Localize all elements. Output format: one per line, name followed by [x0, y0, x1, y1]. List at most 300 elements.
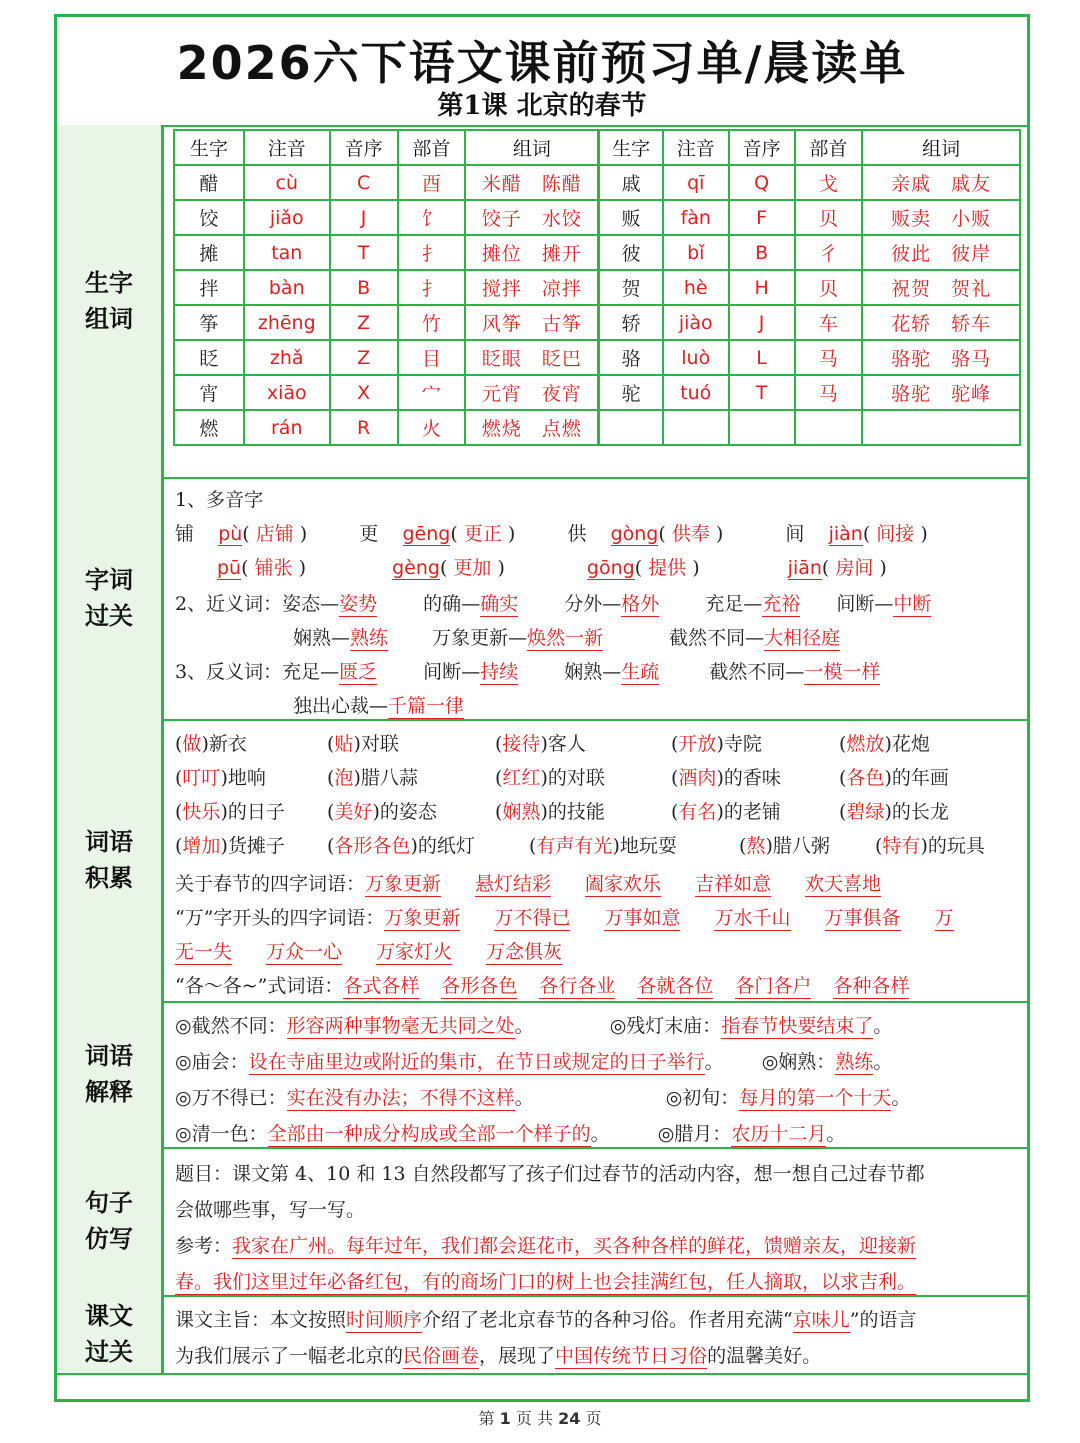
duoyin-word: 更正	[463, 523, 502, 545]
pinyin-cell: xiāo	[244, 375, 330, 410]
phrase-text: 货摊子	[227, 835, 285, 857]
juzi-question: 题目：课文第 4、10 和 13 自然段都写了孩子们过春节的活动内容，想一想自己过春节都	[175, 1163, 925, 1185]
phrase-fill: 接待	[502, 733, 541, 755]
bushou-cell: 火	[398, 410, 466, 445]
phrase-text: 的纸灯	[417, 835, 475, 857]
char-table	[173, 129, 1021, 446]
phrase-fill: 增加	[182, 835, 221, 857]
phrase-pair: (熬)腊八粥	[739, 835, 830, 857]
col-header: 音序	[330, 130, 398, 165]
phrase-fill: 美好	[334, 801, 373, 823]
bushou-cell: 扌	[398, 235, 466, 270]
yinxu-cell: B	[330, 270, 398, 305]
jinyi-row-1: 2、近义词：姿态—姿势 的确—确实 分外—格外 充足—充裕 间断—中断	[175, 593, 932, 615]
yinxu-cell: J	[729, 305, 795, 340]
fanyi-b: 持续	[480, 661, 519, 683]
duoyin-word: 供奉	[671, 523, 710, 545]
jieshi-def: 每月的第一个十天	[739, 1087, 892, 1109]
phrase-pair: (碧绿)的长龙	[839, 801, 949, 823]
section-label-shengzi: 生字 组词	[85, 268, 133, 333]
bushou-cell: 扌	[398, 270, 466, 305]
duoyin-word: 提供	[648, 557, 687, 579]
phrase-fill: 快乐	[182, 801, 221, 823]
jinyi-b: 中断	[893, 593, 932, 615]
word-item: 悬灯结彩	[475, 873, 552, 895]
ge-row	[175, 971, 909, 998]
jinyi-a: 的确	[423, 593, 462, 615]
char-cell: 筝	[174, 305, 244, 340]
phrase-text: 的玩具	[927, 835, 985, 857]
yinxu-cell: J	[330, 200, 398, 235]
phrase-pair: (有声有光)地玩耍	[529, 835, 677, 857]
jieshi-end: 。	[590, 1123, 610, 1145]
page-total: 24	[558, 1409, 581, 1428]
word-item: 各就各位	[637, 975, 714, 997]
pinyin-cell: bàn	[244, 270, 330, 305]
jieshi-end: 。	[514, 1087, 534, 1109]
bushou-cell: 马	[795, 340, 863, 375]
jinyi-title: 2、近义词：	[175, 593, 283, 615]
footer-text: 第	[478, 1409, 495, 1428]
jinyi-b: 熟练	[350, 627, 389, 649]
sizi-row	[175, 869, 881, 896]
jieshi-content	[167, 1001, 1021, 1147]
duoyin-word: 间接	[876, 523, 915, 545]
phrase-pair: (特有)的玩具	[875, 835, 985, 857]
wan-label: “万”字开头的四字词语：	[175, 907, 385, 929]
jieshi-def: 全部由一种成分构成或全部一个样子的	[267, 1123, 591, 1145]
footer-text: 页	[585, 1409, 602, 1428]
zici-content	[167, 477, 1021, 719]
juzi-content	[167, 1147, 1021, 1295]
zuci-cell: 元宵 夜宵	[465, 375, 599, 410]
phrase-text: 对联	[360, 733, 399, 755]
duoyin-word: 更加	[453, 557, 492, 579]
jieshi-term: ◎残灯末庙：	[609, 1015, 722, 1037]
kewen-text: 课文主旨：本文按照	[175, 1309, 347, 1331]
fanyi-a: 充足	[282, 661, 321, 683]
yinxu-cell: T	[729, 375, 795, 410]
juzi-question-2: 会做哪些事，写一写。	[175, 1199, 366, 1221]
juzi-answer	[175, 1231, 916, 1258]
col-header: 注音	[244, 130, 330, 165]
yinxu-cell: Z	[330, 305, 398, 340]
char-cell: 驼	[599, 375, 663, 410]
fanyi-a: 截然不同	[709, 661, 786, 683]
jieshi-term: ◎初旬：	[665, 1087, 740, 1109]
fanyi-row-1: 3、反义词：充足—匮乏 间断—持续 娴熟—生疏 截然不同—一模一样	[175, 661, 881, 683]
jieshi-row	[175, 1083, 910, 1110]
phrase-fill: 娴熟	[502, 801, 541, 823]
zuci-cell: 彼此 彼岸	[862, 235, 1020, 270]
bushou-cell: 贝	[795, 270, 863, 305]
word-item: 各形各色	[441, 975, 518, 997]
phrase-pair: (红红)的对联	[495, 767, 605, 789]
zuci-cell	[862, 410, 1020, 445]
zuci-cell: 亲戚 戚友	[862, 165, 1020, 200]
phrase-fill: 做	[182, 733, 202, 755]
zuci-cell: 摊位 摊开	[465, 235, 599, 270]
kewen-keyword: 京味儿	[792, 1309, 850, 1331]
footer-text: 页 共	[515, 1409, 553, 1428]
char-cell: 饺	[174, 200, 244, 235]
phrase-text: 地响	[227, 767, 266, 789]
section-label-juzi: 句子 仿写	[85, 1188, 133, 1253]
char-cell	[599, 410, 663, 445]
ge-label: “各～各~”式词语：	[175, 975, 344, 997]
phrase-pair: (泡)腊八蒜	[327, 767, 418, 789]
phrase-fill: 熬	[746, 835, 766, 857]
pinyin-cell: zhēng	[244, 305, 330, 340]
table-row	[174, 410, 1020, 445]
word-item: 吉祥如意	[695, 873, 772, 895]
juzi-ref-label: 参考：	[175, 1235, 233, 1257]
pinyin-cell: qī	[663, 165, 729, 200]
phrase-fill: 红红	[502, 767, 541, 789]
jinyi-b: 充裕	[762, 593, 801, 615]
phrase-pair: (各形各色)的纸灯	[327, 835, 475, 857]
kewen-keyword: 时间顺序	[346, 1309, 423, 1331]
col-header: 注音	[663, 130, 729, 165]
duoyin-row-2: pū( 铺张 ) gèng( 更加 ) gōng( 提供 ) jiān( 房间 )	[217, 557, 887, 579]
fanyi-b: 生疏	[621, 661, 660, 683]
kewen-content	[167, 1295, 1021, 1373]
word-item: 各式各样	[343, 975, 420, 997]
char-cell: 骆	[599, 340, 663, 375]
pinyin-cell: hè	[663, 270, 729, 305]
word-item: 万念俱灰	[486, 941, 563, 963]
jinyi-a: 姿态	[282, 593, 321, 615]
phrase-pair: (娴熟)的技能	[495, 801, 605, 823]
table-row	[174, 165, 1020, 200]
jinyi-row-2: 娴熟—熟练 万象更新—焕然一新 截然不同—大相径庭	[293, 627, 841, 649]
section-shengzi	[57, 125, 1027, 479]
duoyin-pinyin: pù	[218, 523, 243, 545]
pinyin-cell: tuó	[663, 375, 729, 410]
section-label-jieshi: 词语 解释	[85, 1041, 133, 1106]
table-row	[174, 340, 1020, 375]
yinxu-cell: H	[729, 270, 795, 305]
jieshi-term: ◎娴熟：	[761, 1051, 836, 1073]
yinxu-cell: L	[729, 340, 795, 375]
phrase-text: 寺院	[723, 733, 762, 755]
zuci-cell: 燃烧 点燃	[465, 410, 599, 445]
zuci-cell: 搅拌 凉拌	[465, 270, 599, 305]
duoyin-pinyin: gōng	[586, 557, 635, 579]
yinxu-cell: T	[330, 235, 398, 270]
jieshi-def: 熟练	[835, 1051, 874, 1073]
table-row	[174, 200, 1020, 235]
kewen-keyword: 民俗画卷	[403, 1345, 480, 1367]
section-jieshi	[57, 1001, 1027, 1149]
pinyin-cell	[663, 410, 729, 445]
phrase-fill: 有声有光	[536, 835, 613, 857]
bushou-cell: 戈	[795, 165, 863, 200]
kewen-text: 的温馨美好。	[707, 1345, 822, 1367]
jieshi-def: 农历十二月	[731, 1123, 827, 1145]
phrase-pair: (开放)寺院	[671, 733, 762, 755]
char-cell: 贩	[599, 200, 663, 235]
jinyi-a: 娴熟	[293, 627, 332, 649]
bushou-cell: 饣	[398, 200, 466, 235]
table-row	[174, 270, 1020, 305]
kewen-text: 为我们展示了一幅老北京的	[175, 1345, 404, 1367]
yinxu-cell	[729, 410, 795, 445]
sizi-label: 关于春节的四字词语：	[175, 873, 366, 895]
phrase-text: 的年画	[891, 767, 949, 789]
phrase-pair: (贴)对联	[327, 733, 399, 755]
jinyi-b: 格外	[621, 593, 660, 615]
phrase-text: 的长龙	[891, 801, 949, 823]
phrase-fill: 各形各色	[334, 835, 411, 857]
jieshi-term: ◎腊月：	[657, 1123, 732, 1145]
jinyi-a: 截然不同	[669, 627, 746, 649]
word-item: 万	[934, 907, 954, 929]
phrase-pair: (接待)客人	[495, 733, 586, 755]
char-cell: 贺	[599, 270, 663, 305]
duoyin-word: 房间	[835, 557, 874, 579]
jinyi-b: 确实	[480, 593, 519, 615]
fanyi-a: 独出心裁	[293, 695, 370, 717]
jieshi-term: ◎万不得已：	[175, 1087, 287, 1109]
pinyin-cell: fàn	[663, 200, 729, 235]
jieshi-term: ◎庙会：	[175, 1051, 249, 1073]
word-item: 万众一心	[266, 941, 343, 963]
word-item: 各门各户	[735, 975, 812, 997]
section-jilei	[57, 719, 1027, 1003]
fanyi-b: 千篇一律	[388, 695, 465, 717]
col-header: 生字	[599, 130, 663, 165]
char-cell: 眨	[174, 340, 244, 375]
duoyin-pinyin: gèng	[392, 557, 440, 579]
juzi-answer-text: 我家在广州。每年过年，我们都会逛花市，买各种各样的鲜花，馈赠亲友，迎接新	[232, 1235, 917, 1257]
duoyin-char: 铺	[175, 523, 195, 545]
phrase-pair: (增加)货摊子	[175, 835, 285, 857]
table-row	[174, 235, 1020, 270]
zuci-cell: 饺子 水饺	[465, 200, 599, 235]
pinyin-cell: jiào	[663, 305, 729, 340]
wan-row-2	[175, 937, 562, 964]
phrase-text: 腊八粥	[772, 835, 830, 857]
jilei-content	[167, 719, 1021, 1001]
pinyin-cell: zhǎ	[244, 340, 330, 375]
duoyin-char: 供	[567, 523, 587, 545]
col-header: 部首	[795, 130, 863, 165]
duoyin-pinyin: gòng	[610, 523, 659, 545]
section-juzi	[57, 1147, 1027, 1297]
duoyin-pinyin: jiàn	[828, 523, 863, 545]
pinyin-cell: luò	[663, 340, 729, 375]
wan-row	[175, 903, 954, 930]
bushou-cell: 贝	[795, 200, 863, 235]
kewen-keyword: 中国传统节日习俗	[555, 1345, 708, 1367]
word-item: 各种各样	[833, 975, 910, 997]
char-cell: 轿	[599, 305, 663, 340]
jieshi-row	[175, 1011, 892, 1038]
page-footer	[0, 1406, 1080, 1429]
yinxu-cell: R	[330, 410, 398, 445]
phrase-text: 的姿态	[379, 801, 437, 823]
phrase-text: 客人	[547, 733, 586, 755]
duoyin-pinyin: pū	[217, 557, 242, 579]
jinyi-b: 姿势	[339, 593, 378, 615]
phrase-text: 的日子	[227, 801, 285, 823]
fanyi-b: 一模一样	[804, 661, 881, 683]
phrase-pair: (做)新衣	[175, 733, 247, 755]
yinxu-cell: X	[330, 375, 398, 410]
yinxu-cell: F	[729, 200, 795, 235]
jieshi-end: 。	[873, 1015, 893, 1037]
bushou-cell: 马	[795, 375, 863, 410]
yinxu-cell: Q	[729, 165, 795, 200]
jieshi-end: 。	[704, 1051, 724, 1073]
kewen-line-2	[175, 1341, 821, 1368]
char-cell: 醋	[174, 165, 244, 200]
phrase-fill: 叮叮	[182, 767, 221, 789]
char-cell: 拌	[174, 270, 244, 305]
word-item: 欢天喜地	[805, 873, 882, 895]
word-item: 无一失	[175, 941, 233, 963]
word-item: 各行各业	[539, 975, 616, 997]
jieshi-end: 。	[873, 1051, 893, 1073]
duoyin-word: 铺张	[254, 557, 293, 579]
zuci-cell: 花轿 轿车	[862, 305, 1020, 340]
yinxu-cell: Z	[330, 340, 398, 375]
worksheet-header	[57, 17, 1027, 127]
word-item: 阖家欢乐	[585, 873, 662, 895]
section-kewen	[57, 1295, 1027, 1375]
juzi-answer-text: 春。我们这里过年必备红包，有的商场门口的树上也会挂满红包，任人摘取，以求吉利。	[175, 1271, 917, 1293]
jieshi-def: 形容两种事物毫无共同之处	[286, 1015, 515, 1037]
jinyi-b: 焕然一新	[527, 627, 604, 649]
phrase-fill: 各色	[846, 767, 885, 789]
table-row	[174, 375, 1020, 410]
phrase-fill: 开放	[678, 733, 717, 755]
char-table-header	[174, 130, 1020, 165]
table-row	[174, 305, 1020, 340]
jinyi-a: 间断	[836, 593, 875, 615]
jieshi-def: 指春节快要结束了	[721, 1015, 874, 1037]
duoyin-pinyin: jiān	[787, 557, 822, 579]
jieshi-row	[175, 1047, 892, 1074]
section-label-zici: 字词 过关	[85, 565, 133, 630]
phrase-text: 腊八蒜	[360, 767, 418, 789]
zuci-cell: 骆驼 驼峰	[862, 375, 1020, 410]
char-cell: 彼	[599, 235, 663, 270]
char-cell: 宵	[174, 375, 244, 410]
phrase-pair: (各色)的年画	[839, 767, 949, 789]
col-header: 组词	[862, 130, 1020, 165]
zuci-cell: 贩卖 小贩	[862, 200, 1020, 235]
pinyin-cell: jiǎo	[244, 200, 330, 235]
col-header: 生字	[174, 130, 244, 165]
phrase-pair: (美好)的姿态	[327, 801, 437, 823]
pinyin-cell: tan	[244, 235, 330, 270]
zuci-cell: 祝贺 贺礼	[862, 270, 1020, 305]
bushou-cell: 酉	[398, 165, 466, 200]
kewen-text: ”的语言	[849, 1309, 917, 1331]
word-item: 万水千山	[714, 907, 791, 929]
zuci-cell: 骆驼 骆马	[862, 340, 1020, 375]
zuci-cell: 眨眼 眨巴	[465, 340, 599, 375]
word-item: 万象更新	[365, 873, 442, 895]
word-item: 万家灯火	[376, 941, 453, 963]
page-number: 1	[499, 1409, 511, 1428]
phrase-text: 新衣	[208, 733, 247, 755]
fanyi-b: 匮乏	[339, 661, 378, 683]
jieshi-end: 。	[826, 1123, 846, 1145]
col-header: 部首	[398, 130, 466, 165]
jieshi-end: 。	[514, 1015, 534, 1037]
phrase-fill: 酒肉	[678, 767, 717, 789]
phrase-pair: (燃放)花炮	[839, 733, 930, 755]
phrase-pair: (有名)的老铺	[671, 801, 781, 823]
jieshi-term: ◎清一色：	[175, 1123, 268, 1145]
pinyin-cell: cù	[244, 165, 330, 200]
phrase-fill: 有名	[678, 801, 717, 823]
lesson-subtitle: 第1课 北京的春节	[437, 91, 647, 121]
duoyin-title: 1、多音字	[175, 489, 264, 511]
worksheet-frame	[54, 14, 1030, 1402]
fanyi-title: 3、反义词：	[175, 661, 283, 683]
jieshi-def: 设在寺庙里边或附近的集市，在节日或规定的日子举行	[248, 1051, 705, 1073]
char-cell: 燃	[174, 410, 244, 445]
bushou-cell: 宀	[398, 375, 466, 410]
phrase-fill: 贴	[334, 733, 354, 755]
duoyin-word: 店铺	[255, 523, 294, 545]
jinyi-a: 分外	[564, 593, 603, 615]
jinyi-a: 充足	[705, 593, 744, 615]
jieshi-def: 实在没有办法；不得不这样	[286, 1087, 515, 1109]
bushou-cell: 车	[795, 305, 863, 340]
bushou-cell	[795, 410, 863, 445]
char-cell: 摊	[174, 235, 244, 270]
fanyi-row-2: 独出心裁—千篇一律	[293, 695, 465, 717]
pinyin-cell: rán	[244, 410, 330, 445]
phrase-fill: 碧绿	[846, 801, 885, 823]
duoyin-pinyin: gēng	[402, 523, 451, 545]
phrase-text: 的香味	[723, 767, 781, 789]
yinxu-cell: C	[330, 165, 398, 200]
phrase-pair: (快乐)的日子	[175, 801, 285, 823]
zuci-cell: 米醋 陈醋	[465, 165, 599, 200]
phrase-fill: 燃放	[846, 733, 885, 755]
pinyin-cell: bǐ	[663, 235, 729, 270]
phrase-fill: 特有	[882, 835, 921, 857]
page-title: 2026六下语文课前预习单/晨读单	[176, 36, 908, 90]
kewen-text: ，展现了	[479, 1345, 556, 1367]
duoyin-row-1: 铺 pù( 店铺 ) 更 gēng( 更正 ) 供 gòng( 供奉 ) 间 jiàn( 间接 )	[175, 523, 928, 545]
zuci-cell: 风筝 古筝	[465, 305, 599, 340]
section-label-kewen: 课文 过关	[85, 1301, 133, 1366]
fanyi-a: 间断	[423, 661, 462, 683]
jieshi-end: 。	[891, 1087, 911, 1109]
phrase-pair: (酒肉)的香味	[671, 767, 781, 789]
bushou-cell: 竹	[398, 305, 466, 340]
kewen-text: 介绍了老北京春节的各种习俗。作者用充满“	[422, 1309, 793, 1331]
duoyin-char: 更	[359, 523, 379, 545]
word-item: 万事如意	[604, 907, 681, 929]
phrase-pair: (叮叮)地响	[175, 767, 266, 789]
col-header: 组词	[465, 130, 599, 165]
section-zici	[57, 477, 1027, 721]
phrase-text: 的老铺	[723, 801, 781, 823]
yinxu-cell: B	[729, 235, 795, 270]
phrase-fill: 泡	[334, 767, 354, 789]
bushou-cell: 彳	[795, 235, 863, 270]
fanyi-a: 娴熟	[564, 661, 603, 683]
char-cell: 戚	[599, 165, 663, 200]
